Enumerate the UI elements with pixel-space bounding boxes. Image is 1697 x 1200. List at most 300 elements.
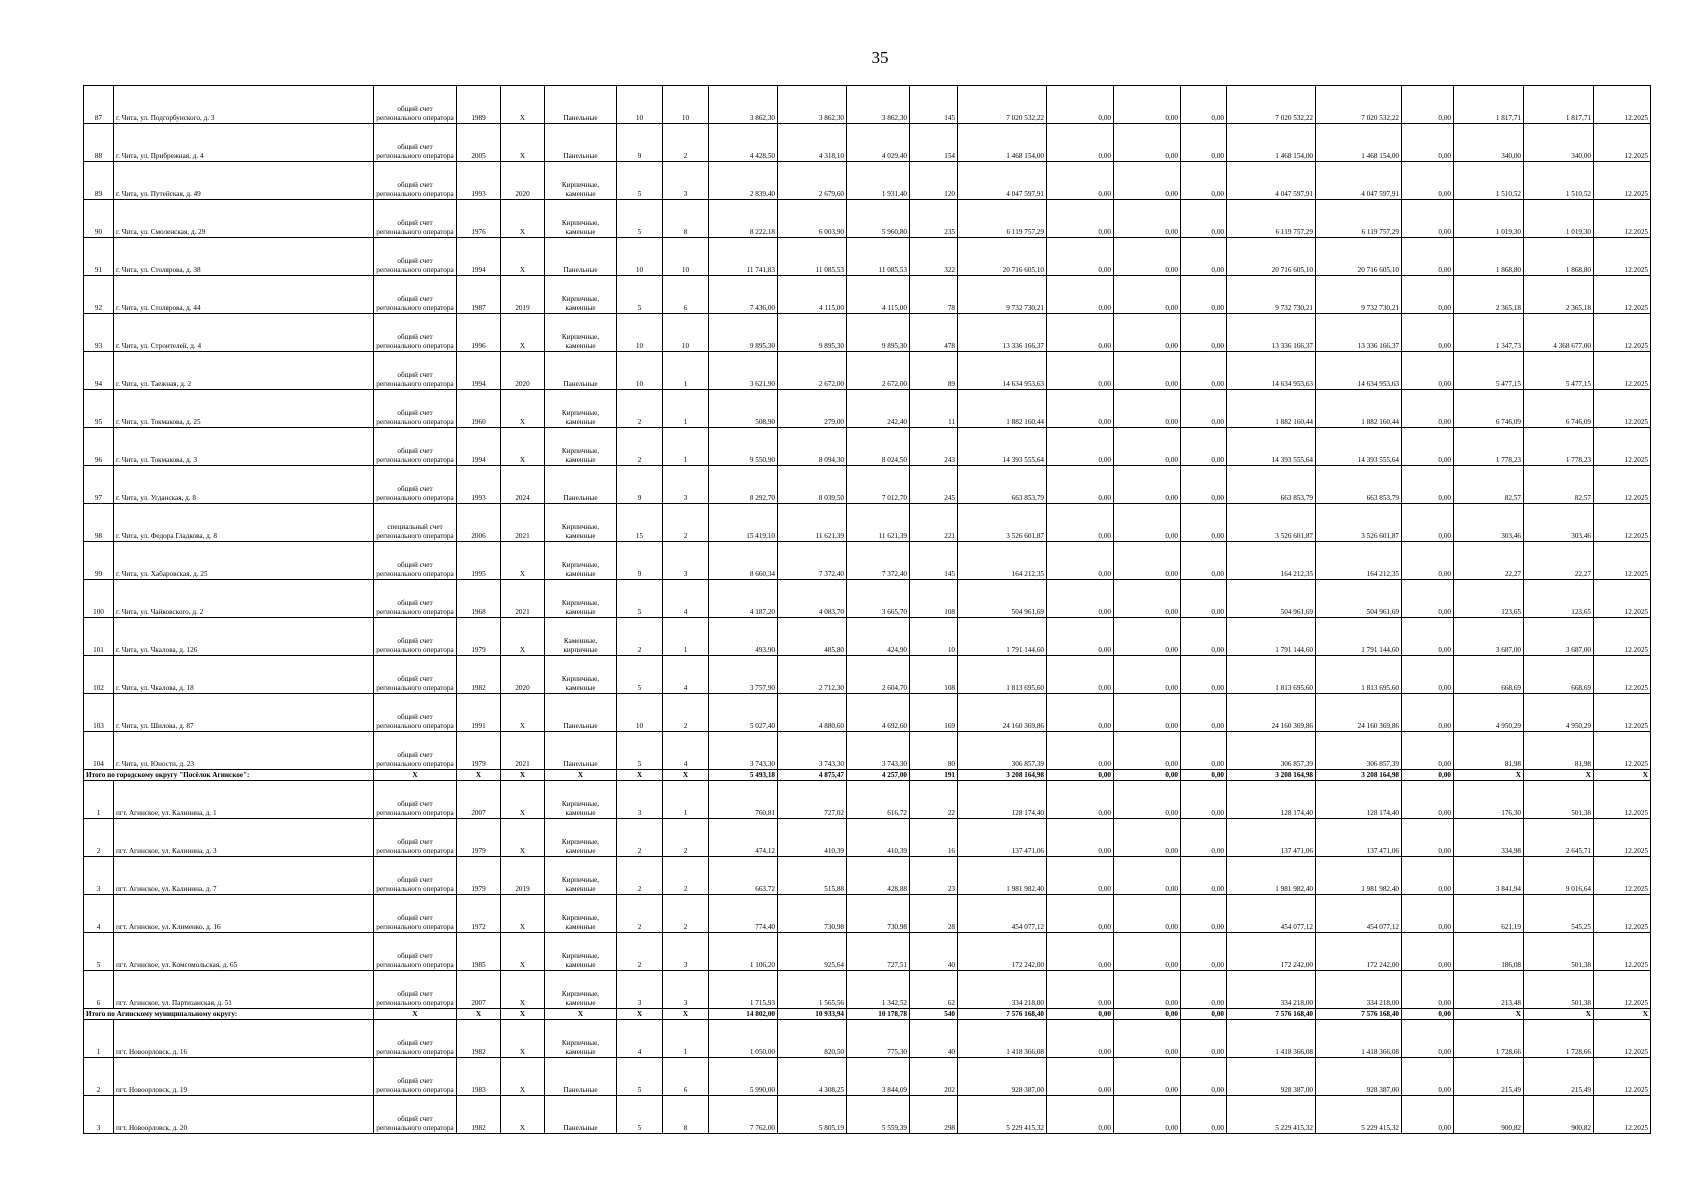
table-row	[84, 1096, 1651, 1134]
cell-account-type: общий счет регионального оператора	[374, 428, 457, 466]
cell-floors: 5	[617, 732, 663, 770]
cell-regional-funds: 0,00	[1114, 857, 1181, 895]
cell-federal-funds: 0,00	[1047, 1020, 1114, 1058]
cell-owner-funds-total: 454 077,12	[1316, 895, 1402, 933]
table-row	[84, 86, 1651, 124]
cell-entrances: 1	[663, 352, 709, 390]
cell-residential-area: 5 960,80	[847, 200, 910, 238]
cell-unit-cost-actual: 6 746,09	[1454, 390, 1524, 428]
cell-owner-funds-total: 6 119 757,29	[1316, 200, 1402, 238]
cell-other-funds: 0,00	[1402, 1009, 1454, 1020]
cell-federal-funds: 0,00	[1047, 238, 1114, 276]
cell-address: г. Чита, ул. Чкалова, д. 126	[114, 618, 374, 656]
cell-premises-area: 8 094,30	[778, 428, 847, 466]
cell-year-renovated: X	[501, 314, 545, 352]
cell-entrances: 3	[663, 162, 709, 200]
cell-completion-date: 12.2025	[1594, 971, 1651, 1009]
cell-completion-date: 12.2025	[1594, 466, 1651, 504]
cell-other-funds: 0,00	[1402, 1096, 1454, 1134]
cell-unit-cost-actual: 668,69	[1454, 656, 1524, 694]
cell-total-area: 663,72	[709, 857, 778, 895]
cell-unit-cost-actual: 3 841,94	[1454, 857, 1524, 895]
cell-account-type: общий счет регионального оператора	[374, 971, 457, 1009]
cell-unit-cost-limit: 303,46	[1524, 504, 1594, 542]
cell-account-type: общий счет регионального оператора	[374, 390, 457, 428]
cell-residents-count: 243	[910, 428, 958, 466]
cell-floors: 10	[617, 86, 663, 124]
cell-local-funds: 0,00	[1181, 781, 1227, 819]
cell-unit-cost-actual: 1 510,52	[1454, 162, 1524, 200]
cell-floors: X	[617, 770, 663, 781]
cell-account-type: общий счет регионального оператора	[374, 694, 457, 732]
cell-total-cost: 164 212,35	[958, 542, 1047, 580]
cell-federal-funds: 0,00	[1047, 819, 1114, 857]
cell-wall-material: Кирпичные, каменные	[545, 933, 617, 971]
table-row	[84, 1058, 1651, 1096]
cell-regional-funds: 0,00	[1114, 276, 1181, 314]
cell-unit-cost-actual: X	[1454, 770, 1524, 781]
cell-residents-count: 245	[910, 466, 958, 504]
cell-premises-area: 2 712,30	[778, 656, 847, 694]
cell-address: г. Чита, ул. Токмакова, д. 3	[114, 428, 374, 466]
cell-completion-date: 12.2025	[1594, 694, 1651, 732]
cell-federal-funds: 0,00	[1047, 466, 1114, 504]
cell-total-area: 8 222,18	[709, 200, 778, 238]
cell-address: пгт. Агинское, ул. Калинина, д. 7	[114, 857, 374, 895]
cell-other-funds: 0,00	[1402, 1020, 1454, 1058]
cell-federal-funds: 0,00	[1047, 656, 1114, 694]
cell-completion-date: 12.2025	[1594, 656, 1651, 694]
cell-wall-material: Кирпичные, каменные	[545, 580, 617, 618]
cell-entrances: 4	[663, 580, 709, 618]
cell-address: пгт. Агинское, ул. Клименко, д. 16	[114, 895, 374, 933]
cell-local-funds: 0,00	[1181, 1009, 1227, 1020]
cell-owner-funds-total: 172 242,00	[1316, 933, 1402, 971]
table-row	[84, 390, 1651, 428]
cell-total-area: 474,12	[709, 819, 778, 857]
cell-residential-area: 10 178,78	[847, 1009, 910, 1020]
cell-regional-funds: 0,00	[1114, 819, 1181, 857]
cell-total-cost: 5 229 415,32	[958, 1096, 1047, 1134]
cell-owner-funds: 1 882 160,44	[1227, 390, 1316, 428]
cell-year-built: 1991	[457, 694, 501, 732]
cell-regional-funds: 0,00	[1114, 971, 1181, 1009]
cell-owner-funds-total: 1 981 982,40	[1316, 857, 1402, 895]
cell-residential-area: 424,90	[847, 618, 910, 656]
cell-wall-material: Кирпичные, каменные	[545, 1020, 617, 1058]
cell-row-number: 87	[84, 86, 114, 124]
cell-wall-material: Кирпичные, каменные	[545, 390, 617, 428]
cell-address: г. Чита, ул. Таежная, д. 2	[114, 352, 374, 390]
cell-total-area: 5 990,00	[709, 1058, 778, 1096]
cell-row-number: 93	[84, 314, 114, 352]
cell-wall-material: Кирпичные, каменные	[545, 819, 617, 857]
cell-account-type: общий счет регионального оператора	[374, 732, 457, 770]
cell-year-built: 2007	[457, 971, 501, 1009]
cell-address: г. Чита, ул. Шилова, д. 87	[114, 694, 374, 732]
cell-entrances: 1	[663, 781, 709, 819]
cell-federal-funds: 0,00	[1047, 857, 1114, 895]
cell-regional-funds: 0,00	[1114, 238, 1181, 276]
cell-wall-material: Панельные	[545, 694, 617, 732]
cell-residents-count: 78	[910, 276, 958, 314]
cell-local-funds: 0,00	[1181, 124, 1227, 162]
cell-entrances: 3	[663, 933, 709, 971]
cell-owner-funds-total: 1 882 160,44	[1316, 390, 1402, 428]
cell-regional-funds: 0,00	[1114, 1009, 1181, 1020]
cell-completion-date: 12.2025	[1594, 504, 1651, 542]
cell-total-cost: 24 160 369,86	[958, 694, 1047, 732]
cell-year-built: 1985	[457, 933, 501, 971]
cell-address: г. Чита, ул. Подгорбунского, д. 3	[114, 86, 374, 124]
cell-row-number: 1	[84, 1020, 114, 1058]
cell-entrances: X	[663, 1009, 709, 1020]
cell-account-type: общий счет регионального оператора	[374, 819, 457, 857]
cell-residents-count: 28	[910, 895, 958, 933]
cell-wall-material: Панельные	[545, 466, 617, 504]
cell-account-type: общий счет регионального оператора	[374, 857, 457, 895]
cell-year-renovated: X	[501, 124, 545, 162]
cell-other-funds: 0,00	[1402, 580, 1454, 618]
cell-year-renovated: X	[501, 895, 545, 933]
cell-address: пгт. Агинское, ул. Калинина, д. 3	[114, 819, 374, 857]
table-row	[84, 1020, 1651, 1058]
cell-unit-cost-limit: 81,98	[1524, 732, 1594, 770]
cell-total-cost: 7 576 168,40	[958, 1009, 1047, 1020]
cell-federal-funds: 0,00	[1047, 86, 1114, 124]
cell-wall-material: Кирпичные, каменные	[545, 857, 617, 895]
cell-local-funds: 0,00	[1181, 276, 1227, 314]
cell-wall-material: Кирпичные, каменные	[545, 781, 617, 819]
cell-other-funds: 0,00	[1402, 466, 1454, 504]
cell-residential-area: 8 024,50	[847, 428, 910, 466]
cell-year-renovated: 2020	[501, 656, 545, 694]
cell-premises-area: 485,80	[778, 618, 847, 656]
cell-completion-date: 12.2025	[1594, 124, 1651, 162]
table-row	[84, 238, 1651, 276]
cell-other-funds: 0,00	[1402, 162, 1454, 200]
cell-completion-date: 12.2025	[1594, 86, 1651, 124]
cell-completion-date: 12.2025	[1594, 162, 1651, 200]
cell-year-built: 1979	[457, 857, 501, 895]
cell-owner-funds-total: 7 020 532,22	[1316, 86, 1402, 124]
cell-total-cost: 3 526 601,87	[958, 504, 1047, 542]
cell-unit-cost-actual: 186,08	[1454, 933, 1524, 971]
cell-account-type: общий счет регионального оператора	[374, 542, 457, 580]
cell-year-built: X	[457, 770, 501, 781]
cell-floors: 5	[617, 656, 663, 694]
cell-residential-area: 7 012,70	[847, 466, 910, 504]
cell-residential-area: 428,88	[847, 857, 910, 895]
cell-wall-material: Кирпичные, каменные	[545, 895, 617, 933]
table-row	[84, 618, 1651, 656]
cell-owner-funds: 20 716 605,10	[1227, 238, 1316, 276]
cell-year-renovated: X	[501, 1020, 545, 1058]
cell-completion-date: 12.2025	[1594, 352, 1651, 390]
cell-total-cost: 1 813 695,60	[958, 656, 1047, 694]
cell-residents-count: 22	[910, 781, 958, 819]
cell-completion-date: 12.2025	[1594, 933, 1651, 971]
cell-year-renovated: X	[501, 618, 545, 656]
cell-row-number: 4	[84, 895, 114, 933]
cell-unit-cost-actual: 900,82	[1454, 1096, 1524, 1134]
cell-account-type: общий счет регионального оператора	[374, 580, 457, 618]
cell-other-funds: 0,00	[1402, 618, 1454, 656]
cell-local-funds: 0,00	[1181, 857, 1227, 895]
cell-federal-funds: 0,00	[1047, 276, 1114, 314]
cell-entrances: 6	[663, 1058, 709, 1096]
cell-local-funds: 0,00	[1181, 732, 1227, 770]
cell-year-built: 1979	[457, 819, 501, 857]
cell-premises-area: 820,50	[778, 1020, 847, 1058]
cell-unit-cost-limit: 82,57	[1524, 466, 1594, 504]
cell-row-number: 6	[84, 971, 114, 1009]
cell-year-built: 1994	[457, 428, 501, 466]
cell-address: г. Чита, ул. Столярова, д. 44	[114, 276, 374, 314]
cell-address: пгт. Агинское, ул. Комсомольская, д. 65	[114, 933, 374, 971]
cell-year-renovated: 2021	[501, 504, 545, 542]
cell-wall-material: Кирпичные, каменные	[545, 504, 617, 542]
cell-row-number: 102	[84, 656, 114, 694]
cell-owner-funds-total: 1 418 366,08	[1316, 1020, 1402, 1058]
cell-other-funds: 0,00	[1402, 86, 1454, 124]
cell-local-funds: 0,00	[1181, 200, 1227, 238]
cell-premises-area: 7 372,40	[778, 542, 847, 580]
cell-owner-funds: 7 576 168,40	[1227, 1009, 1316, 1020]
cell-row-number: 3	[84, 1096, 114, 1134]
cell-federal-funds: 0,00	[1047, 781, 1114, 819]
cell-year-built: 1960	[457, 390, 501, 428]
cell-other-funds: 0,00	[1402, 314, 1454, 352]
cell-completion-date: 12.2025	[1594, 732, 1651, 770]
cell-premises-area: 4 308,25	[778, 1058, 847, 1096]
cell-address: г. Чита, ул. Смоленская, д. 29	[114, 200, 374, 238]
cell-entrances: 2	[663, 694, 709, 732]
cell-unit-cost-limit: 215,49	[1524, 1058, 1594, 1096]
cell-unit-cost-actual: 1 347,73	[1454, 314, 1524, 352]
cell-total-area: 1 050,00	[709, 1020, 778, 1058]
cell-unit-cost-actual: X	[1454, 1009, 1524, 1020]
cell-regional-funds: 0,00	[1114, 656, 1181, 694]
cell-row-number: 104	[84, 732, 114, 770]
cell-entrances: 2	[663, 857, 709, 895]
cell-completion-date: 12.2025	[1594, 542, 1651, 580]
cell-other-funds: 0,00	[1402, 124, 1454, 162]
cell-total-area: 4 187,20	[709, 580, 778, 618]
cell-account-type: общий счет регионального оператора	[374, 618, 457, 656]
cell-row-number: 5	[84, 933, 114, 971]
cell-year-built: 1996	[457, 314, 501, 352]
cell-floors: 2	[617, 857, 663, 895]
cell-regional-funds: 0,00	[1114, 504, 1181, 542]
table-row	[84, 504, 1651, 542]
cell-premises-area: 3 862,30	[778, 86, 847, 124]
cell-total-area: 15 419,10	[709, 504, 778, 542]
cell-owner-funds-total: 9 732 730,21	[1316, 276, 1402, 314]
cell-other-funds: 0,00	[1402, 276, 1454, 314]
cell-other-funds: 0,00	[1402, 238, 1454, 276]
cell-unit-cost-actual: 621,19	[1454, 895, 1524, 933]
cell-year-renovated: X	[501, 933, 545, 971]
cell-residential-area: 3 862,30	[847, 86, 910, 124]
cell-year-renovated: X	[501, 694, 545, 732]
cell-residents-count: 221	[910, 504, 958, 542]
cell-local-funds: 0,00	[1181, 314, 1227, 352]
cell-unit-cost-limit: 4 950,29	[1524, 694, 1594, 732]
cell-year-renovated: X	[501, 781, 545, 819]
cell-floors: 5	[617, 276, 663, 314]
cell-unit-cost-limit: X	[1524, 1009, 1594, 1020]
cell-local-funds: 0,00	[1181, 86, 1227, 124]
cell-local-funds: 0,00	[1181, 1096, 1227, 1134]
cell-account-type: общий счет регионального оператора	[374, 352, 457, 390]
cell-year-renovated: X	[501, 1096, 545, 1134]
cell-row-number: 1	[84, 781, 114, 819]
cell-total-cost: 1 791 144,60	[958, 618, 1047, 656]
cell-year-built: 2007	[457, 781, 501, 819]
table-row	[84, 819, 1651, 857]
cell-owner-funds-total: 128 174,40	[1316, 781, 1402, 819]
cell-completion-date: 12.2025	[1594, 1058, 1651, 1096]
cell-residential-area: 727,51	[847, 933, 910, 971]
cell-owner-funds: 14 634 953,63	[1227, 352, 1316, 390]
cell-unit-cost-actual: 2 365,18	[1454, 276, 1524, 314]
cell-floors: 5	[617, 1058, 663, 1096]
cell-other-funds: 0,00	[1402, 770, 1454, 781]
table-row	[84, 933, 1651, 971]
cell-other-funds: 0,00	[1402, 352, 1454, 390]
cell-total-area: 493,90	[709, 618, 778, 656]
cell-completion-date: X	[1594, 770, 1651, 781]
cell-regional-funds: 0,00	[1114, 390, 1181, 428]
cell-owner-funds-total: 7 576 168,40	[1316, 1009, 1402, 1020]
cell-residents-count: 108	[910, 580, 958, 618]
cell-year-renovated: 2021	[501, 732, 545, 770]
cell-wall-material: Панельные	[545, 1058, 617, 1096]
cell-residential-area: 2 672,00	[847, 352, 910, 390]
cell-residents-count: 298	[910, 1096, 958, 1134]
cell-account-type: общий счет регионального оператора	[374, 238, 457, 276]
cell-wall-material: Каменные, кирпичные	[545, 618, 617, 656]
cell-premises-area: 2 679,60	[778, 162, 847, 200]
cell-year-built: 1993	[457, 466, 501, 504]
cell-floors: 10	[617, 694, 663, 732]
cell-other-funds: 0,00	[1402, 542, 1454, 580]
cell-local-funds: 0,00	[1181, 390, 1227, 428]
cell-completion-date: 12.2025	[1594, 580, 1651, 618]
cell-premises-area: 4 318,10	[778, 124, 847, 162]
cell-owner-funds-total: 20 716 605,10	[1316, 238, 1402, 276]
cell-completion-date: 12.2025	[1594, 819, 1651, 857]
cell-floors: 10	[617, 238, 663, 276]
cell-owner-funds: 137 471,06	[1227, 819, 1316, 857]
table-row	[84, 542, 1651, 580]
cell-regional-funds: 0,00	[1114, 314, 1181, 352]
cell-floors: 10	[617, 314, 663, 352]
cell-owner-funds-total: 3 208 164,98	[1316, 770, 1402, 781]
cell-unit-cost-limit: 2 365,18	[1524, 276, 1594, 314]
cell-residents-count: 62	[910, 971, 958, 1009]
cell-regional-funds: 0,00	[1114, 428, 1181, 466]
cell-entrances: 10	[663, 238, 709, 276]
table-row	[84, 732, 1651, 770]
cell-residential-area: 1 931,40	[847, 162, 910, 200]
cell-premises-area: 11 621,39	[778, 504, 847, 542]
cell-regional-funds: 0,00	[1114, 781, 1181, 819]
register-table	[83, 85, 1651, 1134]
cell-residential-area: 4 115,00	[847, 276, 910, 314]
cell-owner-funds: 14 393 555,64	[1227, 428, 1316, 466]
cell-federal-funds: 0,00	[1047, 352, 1114, 390]
cell-address: пгт. Новоорловск, д. 19	[114, 1058, 374, 1096]
cell-owner-funds-total: 24 160 369,86	[1316, 694, 1402, 732]
cell-total-cost: 334 218,00	[958, 971, 1047, 1009]
cell-wall-material: X	[545, 770, 617, 781]
cell-federal-funds: 0,00	[1047, 390, 1114, 428]
cell-row-number: 98	[84, 504, 114, 542]
cell-completion-date: 12.2025	[1594, 857, 1651, 895]
cell-owner-funds-total: 4 047 597,91	[1316, 162, 1402, 200]
cell-account-type: общий счет регионального оператора	[374, 895, 457, 933]
cell-row-number: 89	[84, 162, 114, 200]
cell-year-renovated: X	[501, 200, 545, 238]
cell-regional-funds: 0,00	[1114, 732, 1181, 770]
cell-wall-material: Панельные	[545, 238, 617, 276]
cell-unit-cost-limit: 1 510,52	[1524, 162, 1594, 200]
cell-floors: 2	[617, 390, 663, 428]
cell-federal-funds: 0,00	[1047, 732, 1114, 770]
cell-residents-count: 235	[910, 200, 958, 238]
cell-total-area: 5 493,18	[709, 770, 778, 781]
cell-year-renovated: X	[501, 86, 545, 124]
cell-owner-funds-total: 14 393 555,64	[1316, 428, 1402, 466]
cell-account-type: общий счет регионального оператора	[374, 314, 457, 352]
cell-residents-count: 191	[910, 770, 958, 781]
cell-completion-date: 12.2025	[1594, 895, 1651, 933]
cell-wall-material: Кирпичные, каменные	[545, 542, 617, 580]
cell-row-number: 96	[84, 428, 114, 466]
cell-local-funds: 0,00	[1181, 895, 1227, 933]
table-row	[84, 971, 1651, 1009]
cell-owner-funds: 1 468 154,00	[1227, 124, 1316, 162]
cell-floors: 2	[617, 933, 663, 971]
cell-total-cost: 306 857,39	[958, 732, 1047, 770]
cell-completion-date: 12.2025	[1594, 200, 1651, 238]
cell-row-number: 90	[84, 200, 114, 238]
cell-total-area: 774,40	[709, 895, 778, 933]
cell-address: г. Чита, ул. Хабаровская, д. 25	[114, 542, 374, 580]
cell-address: пгт. Агинское, ул. Партизанская, д. 51	[114, 971, 374, 1009]
cell-other-funds: 0,00	[1402, 656, 1454, 694]
total-label: Итого по городскому округу "Посёлок Агинское":	[84, 770, 374, 781]
cell-premises-area: 727,02	[778, 781, 847, 819]
cell-completion-date: 12.2025	[1594, 390, 1651, 428]
cell-unit-cost-actual: 5 477,15	[1454, 352, 1524, 390]
cell-wall-material: Кирпичные, каменные	[545, 656, 617, 694]
cell-residential-area: 410,39	[847, 819, 910, 857]
cell-floors: 5	[617, 200, 663, 238]
cell-total-area: 760,81	[709, 781, 778, 819]
cell-total-area: 5 027,40	[709, 694, 778, 732]
cell-entrances: 2	[663, 895, 709, 933]
cell-year-renovated: X	[501, 971, 545, 1009]
cell-unit-cost-actual: 22,27	[1454, 542, 1524, 580]
cell-entrances: 2	[663, 124, 709, 162]
cell-regional-funds: 0,00	[1114, 1020, 1181, 1058]
cell-unit-cost-actual: 123,65	[1454, 580, 1524, 618]
cell-owner-funds-total: 928 387,00	[1316, 1058, 1402, 1096]
cell-unit-cost-actual: 176,30	[1454, 781, 1524, 819]
